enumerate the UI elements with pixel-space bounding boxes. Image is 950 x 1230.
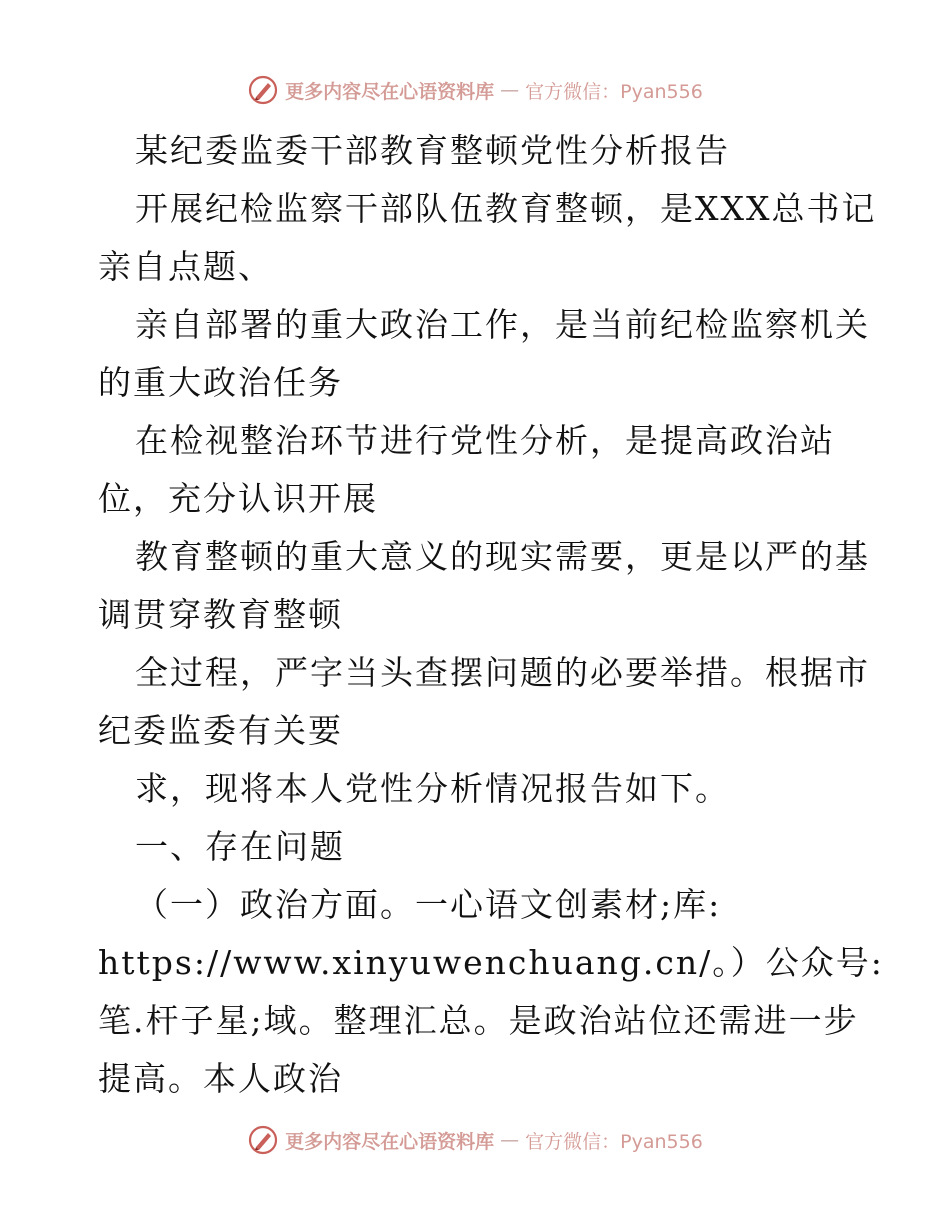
watermark-wechat-text: 官方微信：Pyan556	[525, 80, 703, 103]
paragraph-line: 在检视整治环节进行党性分析，是提高政治站	[135, 421, 835, 460]
paragraph-line: 求，现将本人党性分析情况报告如下。	[135, 769, 730, 808]
watermark-main-text: 更多内容尽在心语资料库	[285, 80, 495, 103]
watermark-footer	[0, 1120, 950, 1160]
paragraph-line: 提高。本人政治	[98, 1059, 343, 1098]
paragraph-line: 开展纪检监察干部队伍教育整顿，是XXX总书记	[135, 189, 877, 228]
watermark-main-text: 更多内容尽在心语资料库	[285, 1130, 495, 1153]
document-title: 某纪委监委干部教育整顿党性分析报告	[135, 131, 730, 170]
paragraph-line: （一）政治方面。一心语文创素材;库:	[135, 885, 722, 924]
paragraph-line: 的重大政治任务	[98, 363, 343, 402]
paragraph-line: 笔.杆子星;域。整理汇总。是政治站位还需进一步	[98, 1001, 859, 1040]
paragraph-line: 调贯穿教育整顿	[98, 595, 343, 634]
paragraph-line: 亲自点题、	[98, 247, 273, 286]
paragraph-line: 位，充分认识开展	[98, 479, 378, 518]
paragraph-line: 纪委监委有关要	[98, 711, 343, 750]
document-body	[98, 122, 884, 1108]
paragraph-line: 教育整顿的重大意义的现实需要，更是以严的基	[135, 537, 870, 576]
section-heading: 一、存在问题	[135, 827, 345, 866]
pen-circle-logo-icon	[247, 1124, 279, 1156]
pen-circle-logo-icon	[247, 74, 279, 106]
watermark-wechat-text: 官方微信：Pyan556	[525, 1130, 703, 1153]
paragraph-line: 全过程，严字当头查摆问题的必要举措。根据市	[135, 653, 870, 692]
watermark-header	[0, 70, 950, 110]
paragraph-line: 亲自部署的重大政治工作，是当前纪检监察机关	[135, 305, 870, 344]
paragraph-line: https://www.xinyuwenchuang.cn/。）公众号:	[98, 943, 884, 982]
watermark-dash: —	[500, 1129, 520, 1151]
watermark-dash: —	[500, 79, 520, 101]
